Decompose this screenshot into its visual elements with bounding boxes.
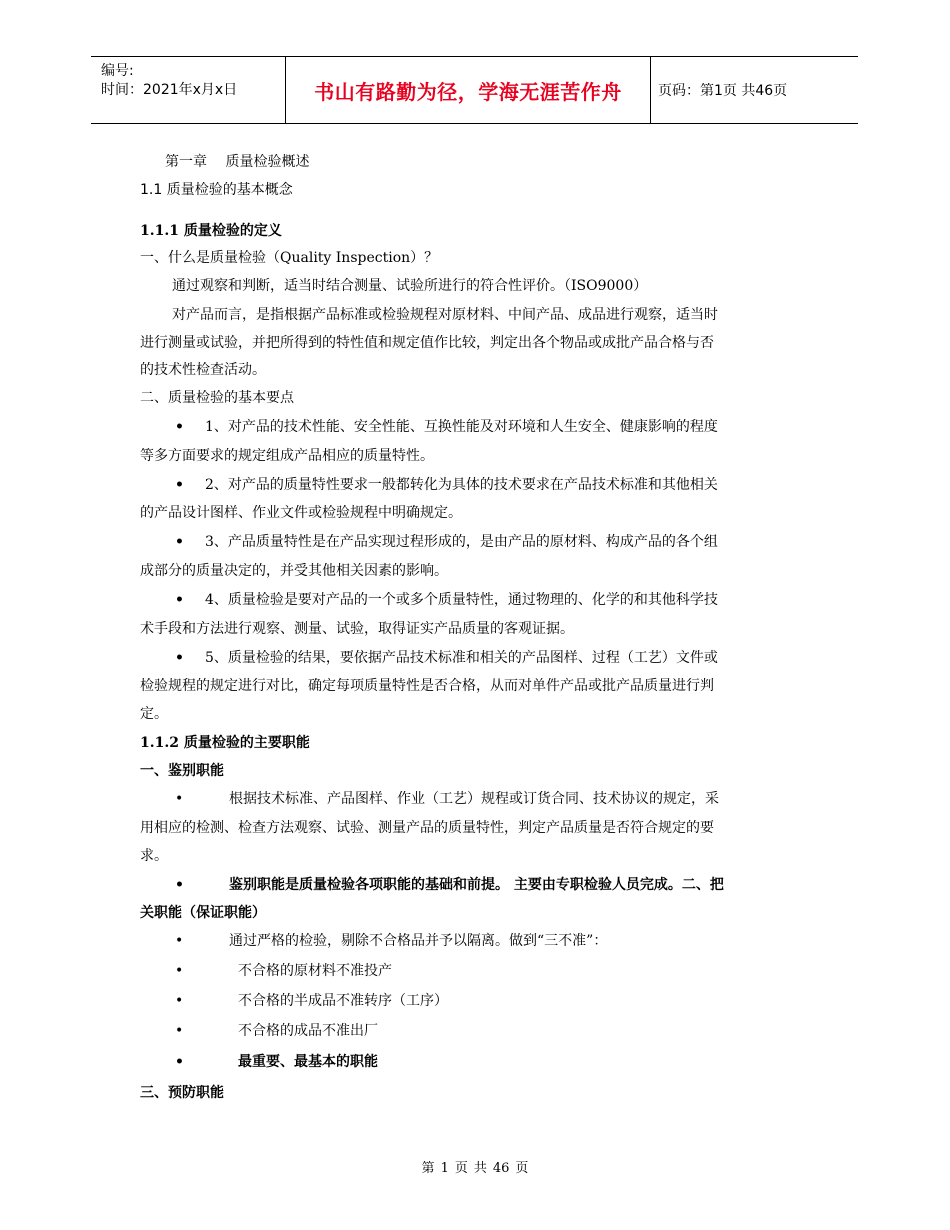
question-heading: 一、什么是质量检验（Quality Inspection）？ [140,250,439,266]
list-item: 通过严格的检验，剔除不合格品并予以隔离。做到“三不准”： [229,933,608,949]
list-item-continuation: 求。 [140,848,168,864]
bullet-icon: • [175,650,184,666]
footer-ye: 页 [454,1161,468,1176]
list-item: 根据技术标准、产品图样、作业（工艺）规程或订货合同、技术协议的规定，采 [229,791,719,807]
time-label: 时间：2021年x月x日 [101,82,238,98]
footer-page-number: 1 [440,1161,449,1176]
list-item-continuation: 术手段和方法进行观察、测量、试验，取得证实产品质量的客观证据。 [140,621,574,637]
list-item-continuation: 定。 [140,706,168,722]
chapter-title: 第一章 质量检验概述 [165,154,310,170]
bullet-icon: • [175,877,184,893]
list-heading: 二、质量检验的基本要点 [140,390,294,406]
list-item: 不合格的原材料不准投产 [238,963,392,979]
list-item: 3、产品质量特性是在产品实现过程形成的，是由产品的原材料、构成产品的各个组 [205,534,718,550]
list-item-continuation: 成部分的质量决定的，并受其他相关因素的影响。 [140,563,448,579]
list-item-continuation: 的产品设计图样、作业文件或检验规程中明确规定。 [140,505,462,521]
bullet-icon: • [175,1023,184,1039]
footer-di: 第 [421,1161,435,1176]
list-item: 不合格的半成品不准转序（工序） [238,993,448,1009]
list-item: 最重要、最基本的职能 [238,1054,378,1070]
bullet-icon: • [175,419,184,435]
page-header [91,56,858,124]
list-item-continuation: 等多方面要求的规定组成产品相应的质量特性。 [140,448,434,464]
bullet-icon: • [175,791,184,807]
list-item-continuation: 检验规程的规定进行对比，确定每项质量特性是否合格，从而对单件产品或批产品质量进行判 [140,678,714,694]
section-heading: 1.1 质量检验的基本概念 [140,182,293,198]
bullet-icon: • [175,477,184,493]
page-footer [0,1157,950,1176]
function-heading: 一、鉴别职能 [140,763,224,779]
list-item: 5、质量检验的结果，要依据产品技术标准和相关的产品图样、过程（工艺）文件或 [205,650,718,666]
bullet-icon: • [175,534,184,550]
list-item: 1、对产品的技术性能、安全性能、互换性能及对环境和人生安全、健康影响的程度 [205,419,718,435]
header-meta [91,57,285,123]
list-item: 4、质量检验是要对产品的一个或多个质量特性，通过物理的、化学的和其他科学技 [205,592,718,608]
number-label: 编号: [101,63,134,79]
list-item: 不合格的成品不准出厂 [238,1023,378,1039]
paragraph-line: 对产品而言，是指根据产品标准或检验规程对原材料、中间产品、成品进行观察，适当时 [172,307,718,323]
function-heading: 三、预防职能 [140,1085,224,1101]
header-page-label: 页码：第1页 共46页 [658,83,788,99]
footer-total-pages: 46 [492,1161,510,1176]
list-item-continuation: 用相应的检测、检查方法观察、试验、测量产品的质量特性，判定产品质量是否符合规定的要 [140,820,714,836]
subsection-heading: 1.1.1 质量检验的定义 [140,223,282,239]
function-heading: 关职能（保证职能） [140,905,266,921]
paragraph-line: 通过观察和判断，适当时结合测量、试验所进行的符合性评价。（ISO9000） [172,278,648,294]
list-item: 2、对产品的质量特性要求一般都转化为具体的技术要求在产品技术标准和其他相关 [205,477,718,493]
paragraph-line: 进行测量或试验，并把所得到的特性值和规定值作比较，判定出各个物品或成批产品合格与否 [140,335,714,351]
bullet-icon: • [175,993,184,1009]
header-motto: 书山有路勤为径，学海无涯苦作舟 [285,57,651,123]
paragraph-line: 的技术性检查活动。 [140,362,266,378]
footer-ye2: 页 [515,1161,529,1176]
footer-gong: 共 [473,1161,487,1176]
bullet-icon: • [175,933,184,949]
bullet-icon: • [175,592,184,608]
list-item: 鉴别职能是质量检验各项职能的基础和前提。 主要由专职检验人员完成。二、把 [229,877,724,893]
subsection-heading: 1.1.2 质量检验的主要职能 [140,735,310,751]
bullet-icon: • [175,1054,184,1070]
bullet-icon: • [175,963,184,979]
